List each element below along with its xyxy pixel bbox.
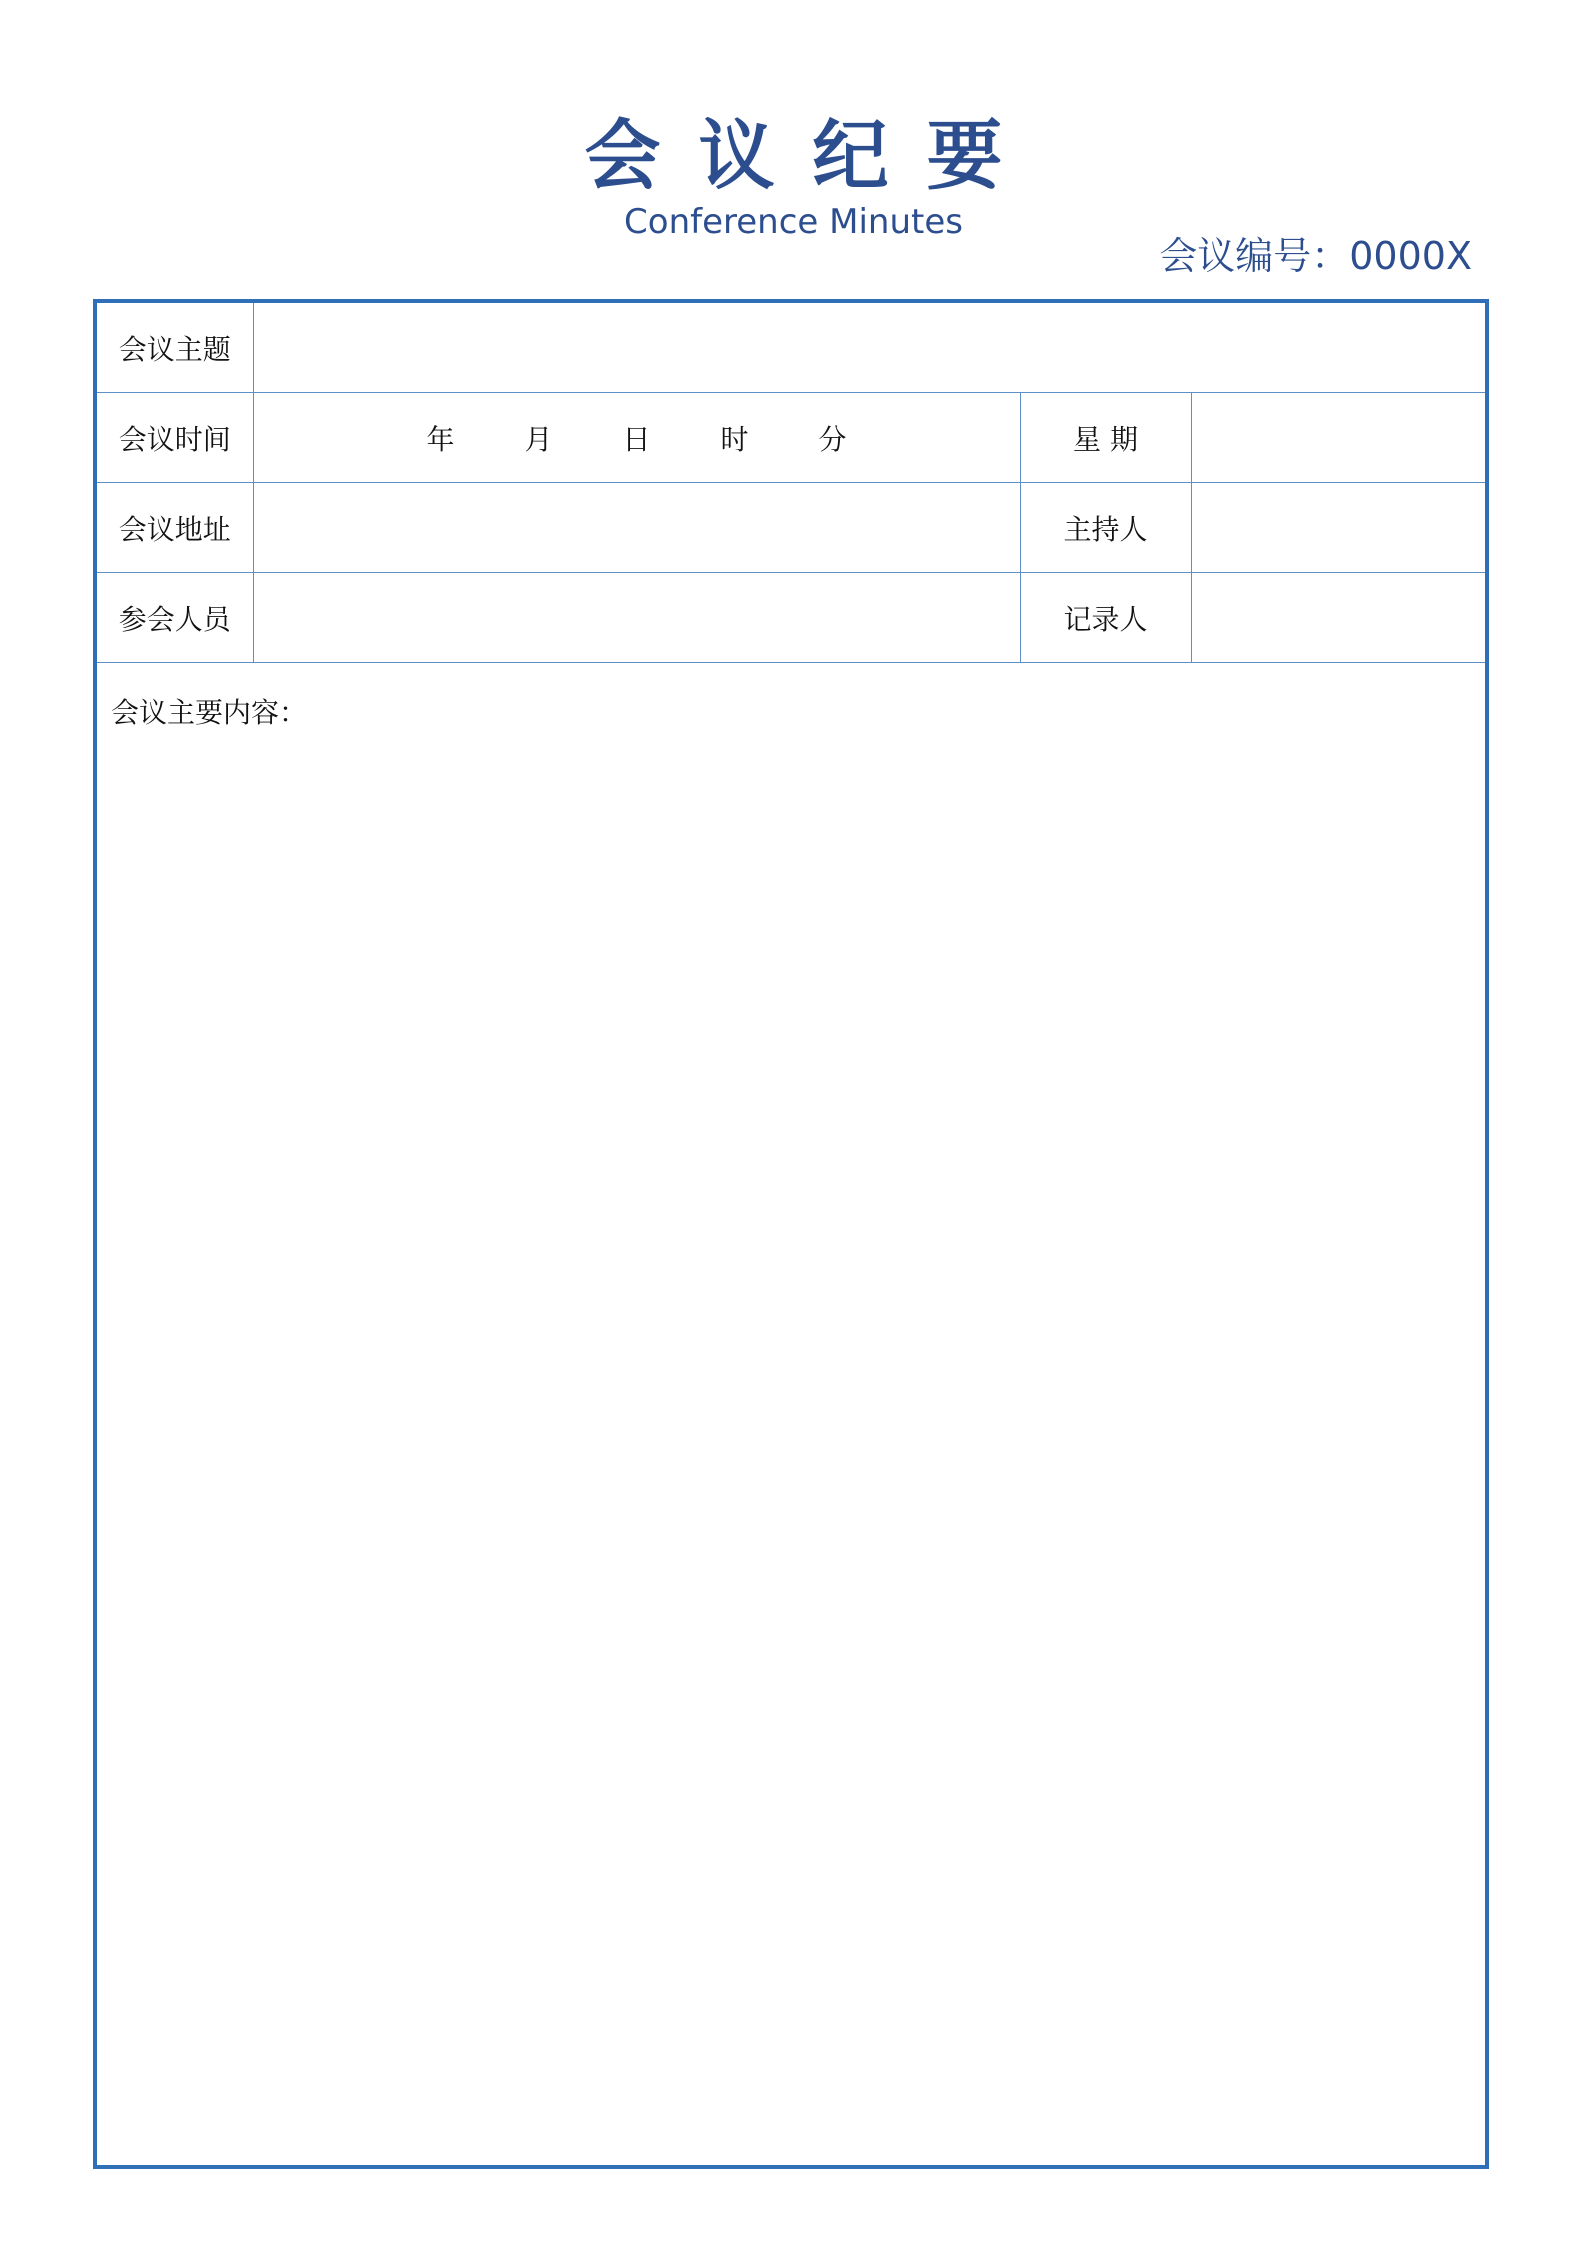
weekday-label: 星 期	[1020, 393, 1191, 483]
time-label: 会议时间	[97, 393, 253, 483]
date-parts	[254, 418, 1020, 458]
minutes-form	[93, 299, 1489, 2169]
meeting-number: 会议编号：0000X	[1159, 234, 1472, 278]
minutes-info-table	[97, 303, 1485, 663]
page-title: 会议纪要	[584, 111, 1041, 200]
day-label: 日	[622, 422, 651, 456]
month-label: 月	[524, 422, 553, 456]
main-content-label: 会议主要内容：	[111, 696, 308, 729]
address-label: 会议地址	[97, 483, 253, 573]
topic-label: 会议主题	[97, 303, 253, 393]
table-row-address	[97, 483, 1485, 573]
attendees-label: 参会人员	[97, 573, 253, 663]
time-value-cell[interactable]	[253, 393, 1020, 483]
attendees-value-cell[interactable]	[253, 573, 1020, 663]
year-label: 年	[426, 422, 455, 456]
recorder-value-cell[interactable]	[1191, 573, 1485, 663]
table-row-topic	[97, 303, 1485, 393]
address-value-cell[interactable]	[253, 483, 1020, 573]
weekday-value-cell[interactable]	[1191, 393, 1485, 483]
table-row-attendees	[97, 573, 1485, 663]
recorder-label: 记录人	[1020, 573, 1191, 663]
table-row-time	[97, 393, 1485, 483]
minute-label: 分	[818, 422, 847, 456]
host-label: 主持人	[1020, 483, 1191, 573]
page-subtitle: Conference Minutes	[624, 202, 963, 242]
hour-label: 时	[720, 422, 749, 456]
topic-value-cell[interactable]	[253, 303, 1485, 393]
host-value-cell[interactable]	[1191, 483, 1485, 573]
